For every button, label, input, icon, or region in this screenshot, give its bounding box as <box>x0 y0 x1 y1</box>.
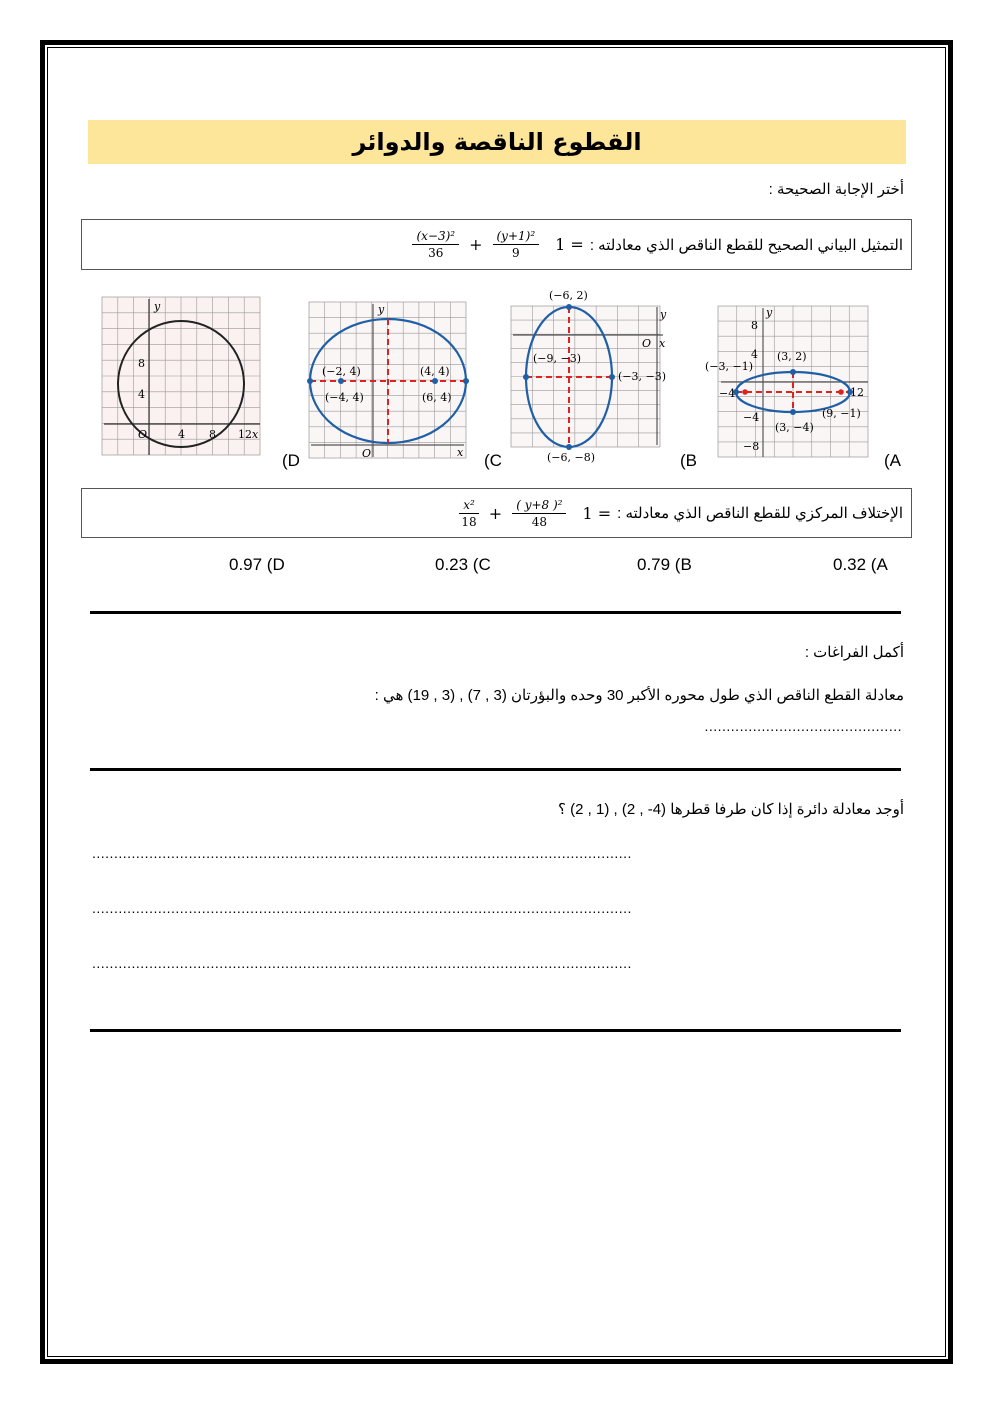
graph-d-x-label: x <box>252 428 259 441</box>
graph-option-b[interactable] <box>505 285 680 465</box>
graph-c-point <box>307 378 313 384</box>
graph-c-label: (−2, 4) <box>322 365 361 378</box>
instruction-fill-blanks: أكمل الفراغات : <box>804 644 904 661</box>
fraction-1: $\frac{\text{(x−3)²}}{36}$ <box>412 229 459 260</box>
graph-a-focus <box>838 389 844 395</box>
graph-a-covertex <box>790 369 796 375</box>
divider <box>90 1029 901 1032</box>
graph-c-origin: O <box>362 447 372 460</box>
graph-b-label: (−9, −3) <box>533 352 582 365</box>
graph-b-point <box>566 444 572 450</box>
graph-d-tick: 4 <box>178 428 185 441</box>
graph-d-origin: O <box>138 428 148 441</box>
fraction-2: $\frac{\text{( y+8 )²}}{48}$ <box>512 498 566 529</box>
graph-b-x-label: x <box>659 337 666 350</box>
graph-option-c[interactable] <box>300 295 480 465</box>
graph-c-label: (4, 4) <box>420 365 450 378</box>
graph-d-tick: 8 <box>209 428 216 441</box>
graph-a-covertex <box>790 409 796 415</box>
graph-b-label: (−6, −8) <box>547 451 596 464</box>
graph-option-d[interactable] <box>98 293 268 463</box>
graph-c-y-label: y <box>378 303 385 316</box>
fraction-1: $\frac{\text{x²}}{18}$ <box>459 498 479 529</box>
question-3-answer-blank[interactable]: ............................................. <box>704 718 902 734</box>
answer-a[interactable]: 0.32 (A <box>833 555 888 574</box>
instruction-choose: أختر الإجابة الصحيحة : <box>768 181 904 198</box>
graph-c-x-label: x <box>457 446 464 459</box>
question-1-equation: $\frac{\text{(x−3)²}}{36}$ + $\frac{\text{(y+1)²}}{9}$ 1 = <box>412 229 583 260</box>
option-b-label[interactable]: (B <box>680 451 697 470</box>
graph-option-a[interactable] <box>705 296 880 466</box>
question-2-text: الإختلاف المركزي للقطع الناقص الذي معادلته : <box>617 505 903 522</box>
graph-b-y-label: y <box>660 308 667 321</box>
option-a-label[interactable]: (A <box>884 451 901 470</box>
graph-a-tick: −4 <box>743 411 760 424</box>
graph-a-y-label: y <box>766 306 773 319</box>
graph-b-label: (−3, −3) <box>618 370 667 383</box>
title-banner <box>88 120 906 164</box>
graph-b-point <box>609 374 615 380</box>
question-4-answer-line[interactable]: ........................................................................................................................... <box>92 955 632 971</box>
option-c-label[interactable]: (C <box>484 451 502 470</box>
graph-a-label: (3, −4) <box>775 421 814 434</box>
answer-c[interactable]: 0.23 (C <box>435 555 491 574</box>
graph-d-tick: 8 <box>138 357 145 370</box>
graph-a-focus <box>742 389 748 395</box>
graph-c-point <box>463 378 469 384</box>
graph-a-tick: −4 <box>719 387 736 400</box>
graph-a-tick: 4 <box>751 348 758 361</box>
graph-b-label: (−6, 2) <box>549 289 588 302</box>
graph-d-tick: 12 <box>238 428 252 441</box>
question-2-box <box>81 488 912 538</box>
graph-b-point <box>566 304 572 310</box>
graph-c-point <box>432 378 438 384</box>
graph-b-point <box>523 374 529 380</box>
question-1-text: التمثيل البياني الصحيح للقطع الناقص الذي معادلته : <box>589 236 903 254</box>
graph-a-tick: −8 <box>743 440 760 453</box>
question-3-text: معادلة القطع الناقص الذي طول محوره الأكبر 30 وحده والبؤرتان (3 , 7) , (3 , 19) هي : <box>374 687 904 704</box>
graph-a-label: (3, 2) <box>777 350 807 363</box>
answer-d[interactable]: 0.97 (D <box>229 555 285 574</box>
divider <box>90 611 901 614</box>
question-1-box <box>81 219 912 270</box>
page-title: القطوع الناقصة والدوائر <box>352 128 642 156</box>
graph-d-y-label: y <box>154 300 161 313</box>
fraction-2: $\frac{\text{(y+1)²}}{9}$ <box>493 229 540 260</box>
question-4-answer-line[interactable]: ........................................................................................................................... <box>92 845 632 861</box>
graph-a-tick: 12 <box>850 386 864 399</box>
graph-a-label: (−3, −1) <box>705 360 754 373</box>
question-2-equation: $\frac{\text{x²}}{18}$ + $\frac{\text{( y+8 )²}}{48}$ 1 = <box>459 498 611 529</box>
graph-c-label: (−4, 4) <box>325 391 364 404</box>
option-d-label[interactable]: (D <box>282 451 300 470</box>
graph-d-tick: 4 <box>138 388 145 401</box>
divider <box>90 768 901 771</box>
question-4-answer-line[interactable]: ........................................................................................................................... <box>92 900 632 916</box>
graph-a-tick: 8 <box>751 319 758 332</box>
graph-c-point <box>338 378 344 384</box>
graph-a-label: (9, −1) <box>822 407 861 420</box>
graph-c-label: (6, 4) <box>422 391 452 404</box>
graph-b-origin: O <box>642 337 652 350</box>
question-4-text: أوجد معادلة دائرة إذا كان طرفا قطرها (4- , 2) , (1 , 2) ؟ <box>558 801 904 818</box>
answer-b[interactable]: 0.79 (B <box>637 555 692 574</box>
